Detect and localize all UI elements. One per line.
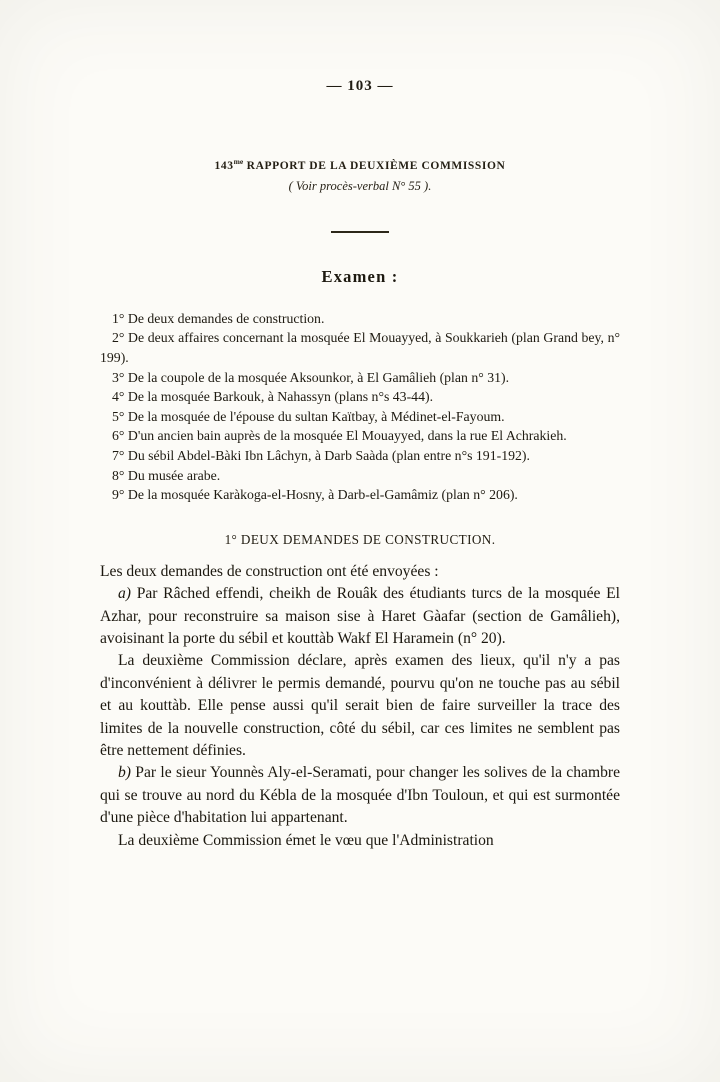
paragraph-lead: a) (118, 585, 131, 603)
paragraph-text: La deuxième Commission émet le vœu que l'Administration (118, 831, 494, 849)
examen-list-item: 1° De deux demandes de construction. (112, 310, 325, 326)
examen-list-item: 4° De la mosquée Barkouk, à Nahassyn (plans n°s 43-44). (112, 389, 434, 405)
page-number: — 103 — (326, 78, 394, 94)
examen-list-item: 5° De la mosquée de l'épouse du sultan Kaïtbay, à Médinet-el-Fayoum. (112, 408, 505, 424)
paragraph (100, 650, 620, 762)
report-title-ordinal: me (233, 157, 244, 166)
report-title-text: RAPPORT DE LA DEUXIÈME COMMISSION (243, 159, 506, 172)
body-text (100, 561, 620, 852)
examen-list-item: 9° De la mosquée Karàkoga-el-Hosny, à Darb-el-Gamâmiz (plan n° 206). (112, 487, 518, 503)
section-divider (331, 231, 389, 233)
paragraph (100, 762, 620, 829)
examen-heading: Examen : (321, 266, 399, 286)
paragraph-text: Par Râched effendi, cheikh de Rouâk des étudiants turcs de la mosquée El Azhar, pour reconstruire sa maison sise à Haret Gàafar (section de Gamâlieh), avoisinant la porte du sébil et kouttàb Wakf El Haramein (n° 20). (100, 585, 620, 647)
examen-list-item: 7° Du sébil Abdel-Bàki Ibn Lâchyn, à Darb Saàda (plan entre n°s 191-192). (112, 447, 530, 463)
report-title (100, 157, 620, 172)
paragraph-text: Les deux demandes de construction ont été envoyées : (100, 562, 439, 580)
paragraph (100, 830, 620, 852)
paragraph-lead: b) (118, 764, 131, 782)
examen-list-item: 3° De la coupole de la mosquée Aksounkor, à El Gamâlieh (plan n° 31). (112, 369, 510, 385)
paragraph (100, 561, 620, 583)
paragraph-text: Par le sieur Younnès Aly-el-Seramati, pour changer les solives de la chambre qui se trouve au nord du Kébla de la mosquée d'Ibn Touloun, et qui est surmontée d'une pièce d'habitation lui appartenant. (100, 764, 620, 827)
paragraph (100, 583, 620, 650)
paragraph-text: La deuxième Commission déclare, après examen des lieux, qu'il n'y a pas d'inconvénient à délivrer le permis demandé, pourvu qu'on ne touche pas au sébil et au kouttàb. Elle pense aussi qu'il serait bien de faire surveiller la trace des limites de la nouvelle construction, côté du sébil, car ces limites ne semblent pas être nettement définies. (100, 652, 620, 760)
examen-list (100, 309, 620, 505)
examen-list-item: 6° D'un ancien bain auprès de la mosquée El Mouayyed, dans la rue El Achrakieh. (112, 428, 567, 444)
report-subtitle: ( Voir procès-verbal N° 55 ). (288, 178, 432, 193)
section-heading: 1° DEUX DEMANDES DE CONSTRUCTION. (224, 531, 496, 547)
examen-list-item: 2° De deux affaires concernant la mosquée El Mouayyed, à Soukkarieh (plan Grand bey, n° 199). (100, 330, 620, 366)
examen-list-item: 8° Du musée arabe. (112, 467, 221, 483)
report-title-number: 143 (214, 159, 234, 172)
